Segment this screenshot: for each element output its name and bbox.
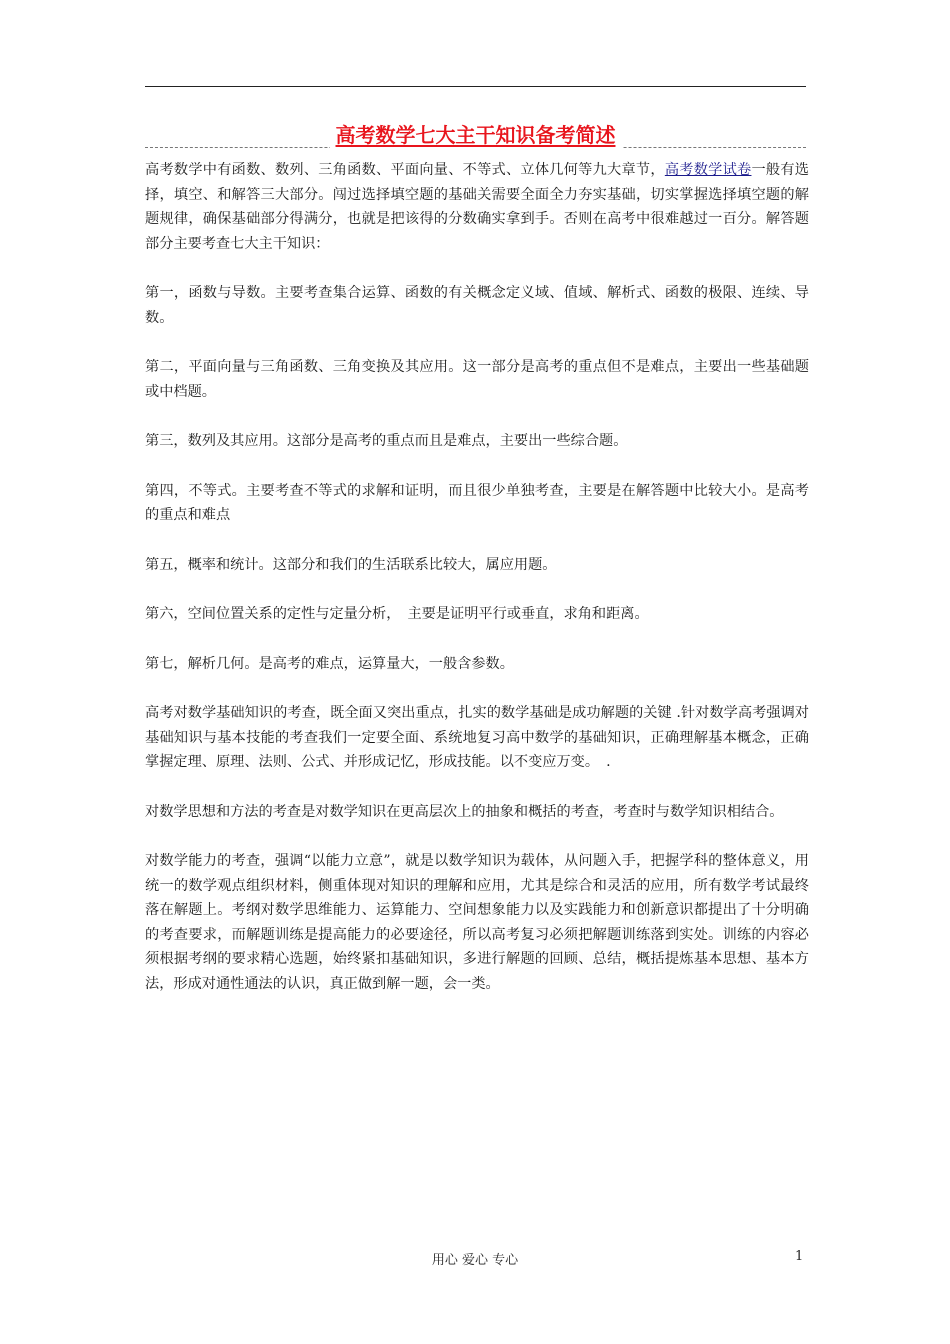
paragraph-3: 第三，数列及其应用。这部分是高考的重点而且是难点，主要出一些综合题。 bbox=[145, 433, 628, 449]
intro-text-end: 一般有选择，填空、和解答三大部分。闯过选择填空题的基础关需要全面全力夯实基础，切实掌握选择填空题的解题规律，确保基础部分得满分，也就是把该得的分数确实拿到手。否则在高考中很难越过一百分。解答题部分主要考查七大主干知识： bbox=[145, 162, 809, 252]
paragraph-10: 对数学能力的考查，强调“以能力立意”，就是以数学知识为载体，从问题入手，把握学科的整体意义，用统一的数学观点组织材料，侧重体现对知识的理解和应用，尤其是综合和灵活的应用，所有数学考试最终落在解题上。考纲对数学思维能力、运算能力、空间想象能力以及实践能力和创新意识都提出了十分明确的考查要求，而解题训练是提高能力的必要途径，所以高考复习必须把解题训练落到实处。训练的内容必须根据考纲的要求精心选题，始终紧扣基础知识，多进行解题的回顾、总结，概括提炼基本思想、基本方法，形成对通性通法的认识，真正做到解一题，会一类。 bbox=[145, 853, 809, 992]
paragraph-1: 第一，函数与导数。主要考查集合运算、函数的有关概念定义域、值域、解析式、函数的极限、连续、导数。 bbox=[145, 285, 809, 326]
paragraph-7: 第七，解析几何。是高考的难点，运算量大，一般含参数。 bbox=[145, 655, 514, 672]
paragraph-8: 高考对数学基础知识的考查，既全面又突出重点，扎实的数学基础是成功解题的关键 .针对数学高考强调对基础知识与基本技能的考查我们一定要全面、系统地复习高中数学的基础知识，正确理解基本概念，正确掌握定理、原理、法则、公式、并形成记忆，形成技能。以不变应万变。 . bbox=[145, 705, 809, 770]
paragraph-5: 第五，概率和统计。这部分和我们的生活联系比较大，属应用题。 bbox=[145, 556, 557, 573]
footer-motto: 用心 爱心 专心 bbox=[431, 1253, 519, 1268]
intro-text-start: 高考数学中有函数、数列、三角函数、平面向量、不等式、立体几何等九大章节， bbox=[145, 162, 665, 178]
document-title: 高考数学七大主干知识备考简述 bbox=[330, 120, 622, 150]
intro-paragraph bbox=[145, 158, 809, 256]
exam-paper-link[interactable]: 高考数学试卷 bbox=[664, 162, 752, 178]
title-row bbox=[145, 120, 806, 154]
paragraph-2: 第二，平面向量与三角函数、三角变换及其应用。这一部分是高考的重点但不是难点，主要出一些基础题或中档题。 bbox=[145, 359, 809, 400]
paragraph-6: 第六，空间位置关系的定性与定量分析， 主要是证明平行或垂直，求角和距离。 bbox=[145, 606, 649, 622]
paragraph-9: 对数学思想和方法的考查是对数学知识在更高层次上的抽象和概括的考查，考查时与数学知识相结合。 bbox=[145, 803, 784, 820]
header-rule bbox=[145, 86, 806, 87]
document-body bbox=[145, 158, 809, 1021]
page-number: 1 bbox=[795, 1249, 804, 1264]
paragraph-4: 第四，不等式。主要考查不等式的求解和证明，而且很少单独考查，主要是在解答题中比较大小。是高考的重点和难点 bbox=[145, 482, 809, 523]
